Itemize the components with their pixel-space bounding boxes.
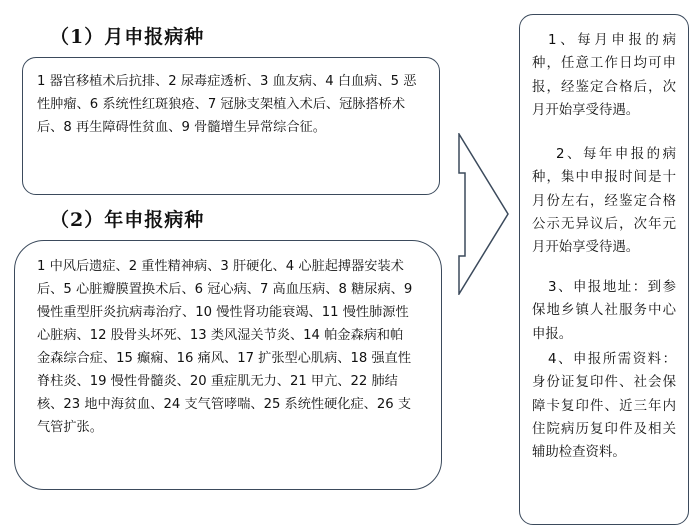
annual-heading: （2）年申报病种 (50, 209, 205, 231)
note-4: 4、申报所需资料：身份证复印件、社会保障卡复印件、近三年内住院病历复印件及相关辅助检查资料。 (532, 352, 676, 461)
note-3: 3、申报地址：到参保地乡镇人社服务中心申报。 (532, 280, 676, 342)
right-arrow-icon (458, 133, 510, 295)
note-1: 1、每月申报的病种，任意工作日均可申报，经鉴定合格后，次月开始享受待遇。 (532, 33, 676, 118)
monthly-heading: （1）月申报病种 (50, 26, 205, 48)
monthly-diseases-text: 1 器官移植术后抗排、2 尿毒症透析、3 血友病、4 白血病、5 恶性肿瘤、6 系统性红斑狼疮、7 冠脉支架植入术后、冠脉搭桥术后、8 再生障碍性贫血、9 骨髓增生异常综合征。 (37, 74, 417, 135)
annual-diseases-text: 1 中风后遗症、2 重性精神病、3 肝硬化、4 心脏起搏器安装术后、5 心脏瓣膜置换术后、6 冠心病、7 高血压病、8 糖尿病、9 慢性重型肝炎抗病毒治疗、10 慢性肾功能衰竭、11 慢性肺源性心脏病、12 股骨头坏死、13 类风湿关节炎、14 帕金森病和帕金森综合症、15 癫痫、16 痛风、17 扩张型心肌病、18 强直性脊柱炎、19 慢性骨髓炎、20 重症肌无力、21 甲亢、22 肺结核、23 地中海贫血、24 支气管哮喘、25 系统性硬化症、26 支气管扩张。 (37, 259, 413, 435)
note-2: 2、每年申报的病种，集中申报时间是十月份左右，经鉴定合格公示无异议后，次年元月开始享受待遇。 (532, 147, 676, 256)
